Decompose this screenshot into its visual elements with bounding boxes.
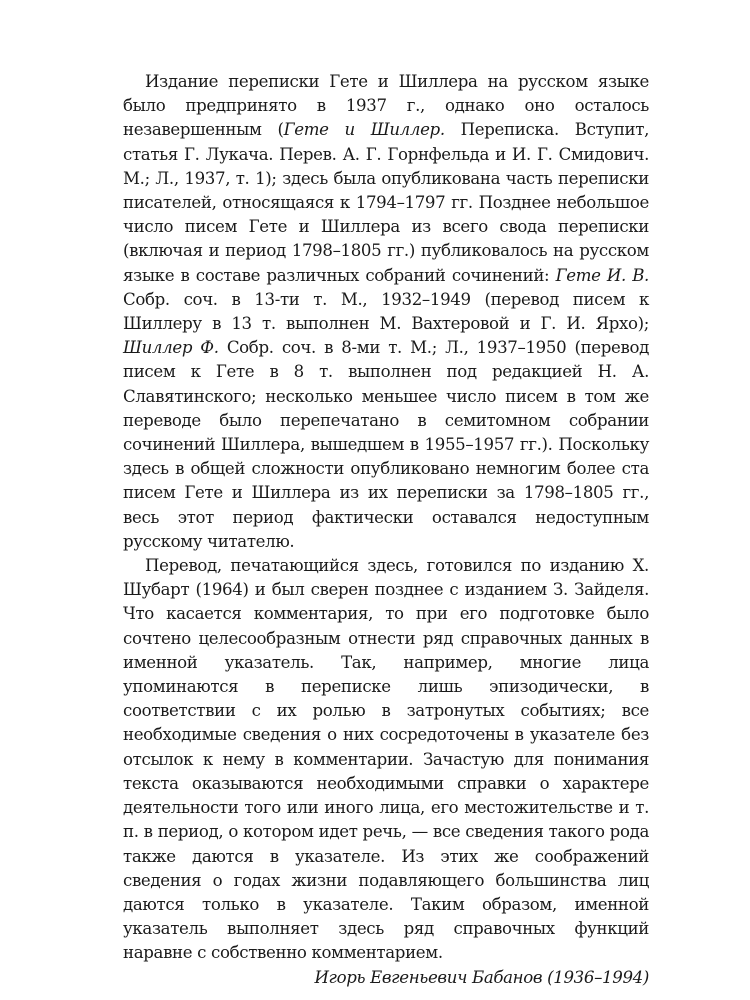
italic-title-goethe-schiller: Гете и Шиллер. bbox=[283, 120, 445, 140]
paragraph-1-segment: Переписка. Вступит, статья Г. Лукача. Перев. А. Г. Горнфельда и И. Г. Смидович. М.; Л., 1937, т. 1); здесь была опубликована часть переписки писателей, относящаяся к 1794–1797 гг. Позднее небольшое число писем Гете и Шиллера из всего свода переписки (включая и период 1798–1805 гг.) публиковалось на русском языке в составе различных собраний сочинений: bbox=[123, 120, 649, 285]
paragraph-2: Перевод, печатающийся здесь, готовился по изданию Х. Шубарт (1964) и был сверен позднее с изданием З. Зайделя. Что касается комментария, то при его подготовке было сочтено целесообразным отнести ряд справочных данных в именной указатель. Так, например, многие лица упоминаются в переписке лишь эпизодически, в соответствии с их ролью в затронутых событиях; все необходимые сведения о них сосредоточены в указателе без отсылок к нему в комментарии. Зачастую для понимания текста оказываются необходимыми справки о характере деятельности того или иного лица, его местожительстве и т. п. в период, о котором идет речь, — все сведения такого рода также даются в указателе. Из этих же соображений сведения о годах жизни подавляющего большинства лиц даются только в указателе. Таким образом, именной указатель выполняет здесь ряд справочных функций наравне с собственно комментарием. bbox=[123, 556, 649, 963]
paragraph-1 bbox=[123, 70, 649, 554]
paragraph-1-segment: Собр. соч. в 13-ти т. М., 1932–1949 (перевод писем к Шиллеру в 13 т. выполнен М. Вахтеровой и Г. И. Ярхо); bbox=[123, 289, 649, 334]
paragraph-1-segment: Собр. соч. в 8-ми т. М.; Л., 1937–1950 (перевод писем к Гете в 8 т. выполнен под редакцией Н. А. Славятинского; несколько меньшее число писем в том же переводе было перепечатано в семитомном собрании сочинений Шиллера, вышедшем в 1955–1957 гг.). Поскольку здесь в общей сложности опубликовано немногим более ста писем Гете и Шиллера из их переписки за 1798–1805 гг., весь этот период фактически оставался недоступным русскому читателю. bbox=[123, 338, 650, 551]
paragraph-1-segment: Издание переписки Гете и Шиллера на русском языке было предпринято в 1937 г., однако оно осталось незавершенным ( bbox=[123, 72, 649, 140]
signature: Игорь Евгеньевич Бабанов (1936–1994) bbox=[314, 967, 649, 987]
italic-author-goethe: Гете И. В. bbox=[555, 265, 649, 285]
text-block bbox=[123, 70, 649, 990]
italic-author-schiller: Шиллер Ф. bbox=[123, 338, 219, 358]
